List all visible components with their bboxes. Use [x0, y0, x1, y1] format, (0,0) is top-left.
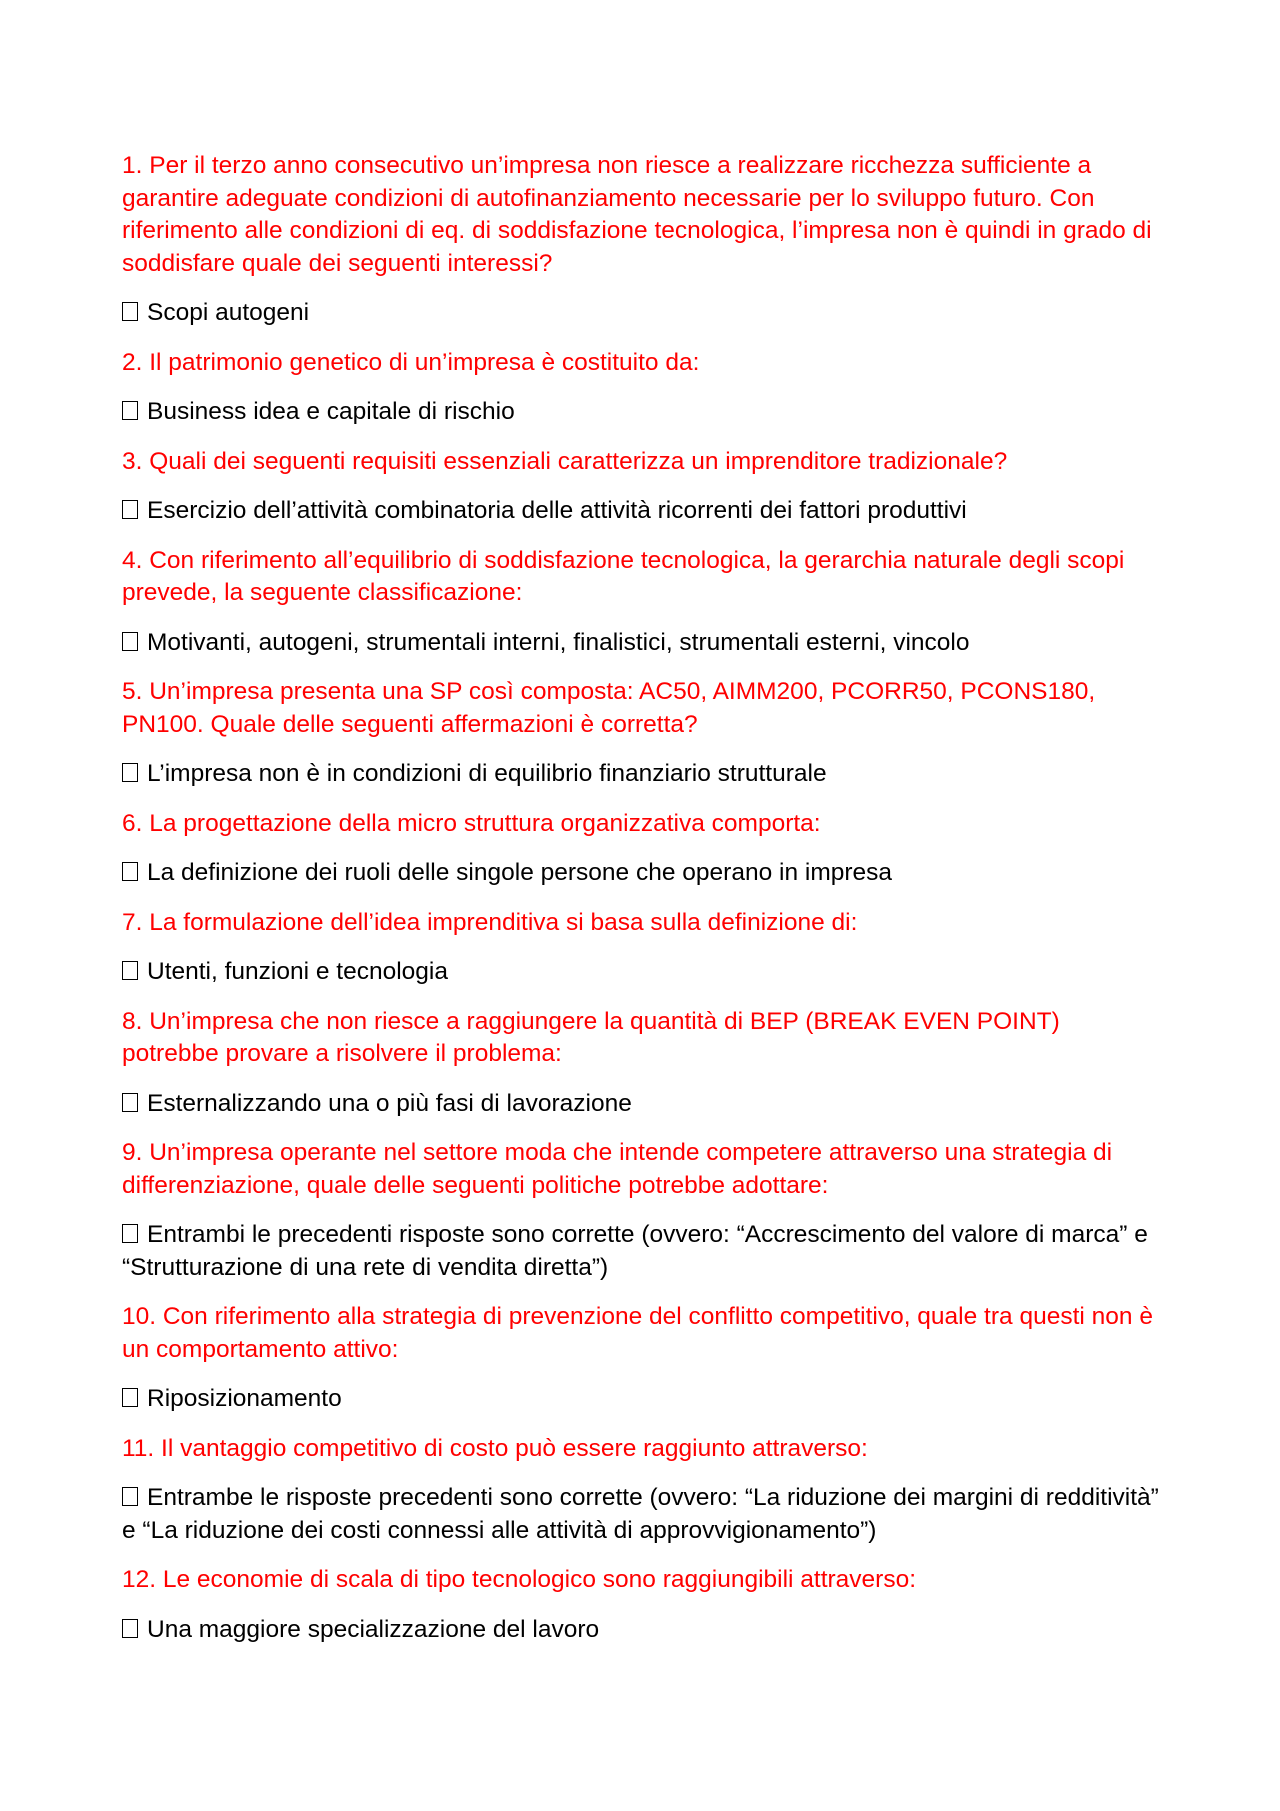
question-text: 3. Quali dei seguenti requisiti essenziali caratterizza un imprenditore tradizionale?	[122, 447, 1008, 475]
answer-text: Riposizionamento	[147, 1385, 342, 1412]
qa-item-10	[122, 1301, 1162, 1416]
checkbox-icon	[122, 1093, 138, 1112]
question-text: 7. La formulazione dell’idea imprenditiva si basa sulla definizione di:	[122, 908, 858, 936]
answer-text: L’impresa non è in condizioni di equilibrio finanziario strutturale	[147, 760, 827, 787]
answer-text: Esternalizzando una o più fasi di lavorazione	[147, 1089, 632, 1117]
question-text: 5. Un’impresa presenta una SP così composta: AC50, AIMM200, PCORR50, PCONS180, PN100. Quale delle seguenti affermazioni è corretta?	[122, 678, 1096, 738]
document-page	[122, 150, 1162, 1663]
checkbox-icon	[122, 1619, 138, 1638]
checkbox-icon	[122, 632, 138, 651]
answer-text: Entrambe le risposte precedenti sono corrette (ovvero: “La riduzione dei margini di redditività” e “La riduzione dei costi connessi alle attività di approvvigionamento”)	[122, 1484, 1159, 1544]
checkbox-icon	[122, 1388, 138, 1407]
qa-item-8	[122, 1006, 1162, 1121]
answer-row	[122, 956, 1162, 989]
qa-item-9	[122, 1137, 1162, 1284]
question-text: 10. Con riferimento alla strategia di prevenzione del conflitto competitivo, quale tra questi non è un comportamento attivo:	[122, 1303, 1153, 1363]
checkbox-icon	[122, 862, 138, 881]
question-text: 6. La progettazione della micro struttura organizzativa comporta:	[122, 809, 821, 837]
answer-row	[122, 857, 1162, 890]
question-text: 8. Un’impresa che non riesce a raggiungere la quantità di BEP (BREAK EVEN POINT) potrebbe provare a risolvere il problema:	[122, 1007, 1060, 1067]
answer-text: Esercizio dell’attività combinatoria delle attività ricorrenti dei fattori produttivi	[147, 497, 967, 524]
qa-item-5	[122, 676, 1162, 791]
answer-text: Motivanti, autogeni, strumentali interni, finalistici, strumentali esterni, vincolo	[147, 628, 970, 656]
qa-item-3	[122, 446, 1162, 528]
question-text: 1. Per il terzo anno consecutivo un’impresa non riesce a realizzare ricchezza sufficiente a garantire adeguate condizioni di autofinanziamento necessarie per lo sviluppo futuro. Con riferimento alle condizioni di eq. di soddisfazione tecnologica, l’impresa non è quindi in grado di soddisfare quale dei seguenti interessi?	[122, 152, 1152, 277]
answer-row	[122, 396, 1162, 429]
answer-text: Scopi autogeni	[147, 299, 310, 326]
answer-text: Una maggiore specializzazione del lavoro	[147, 1615, 600, 1643]
answer-text: Entrambi le precedenti risposte sono corrette (ovvero: “Accrescimento del valore di marca” e “Strutturazione di una rete di vendita diretta”)	[122, 1221, 1148, 1281]
qa-item-2	[122, 347, 1162, 429]
checkbox-icon	[122, 961, 138, 980]
answer-row	[122, 1614, 1162, 1647]
answer-row	[122, 627, 1162, 660]
answer-row	[122, 1219, 1162, 1284]
qa-item-12	[122, 1564, 1162, 1646]
checkbox-icon	[122, 763, 138, 782]
answer-text: La definizione dei ruoli delle singole persone che operano in impresa	[147, 859, 893, 886]
qa-item-6	[122, 808, 1162, 890]
answer-row	[122, 758, 1162, 791]
answer-row	[122, 1088, 1162, 1121]
checkbox-icon	[122, 500, 138, 519]
qa-item-7	[122, 907, 1162, 989]
question-text: 4. Con riferimento all’equilibrio di soddisfazione tecnologica, la gerarchia naturale degli scopi prevede, la seguente classificazione:	[122, 546, 1125, 606]
checkbox-icon	[122, 302, 138, 321]
checkbox-icon	[122, 401, 138, 420]
answer-text: Business idea e capitale di rischio	[147, 398, 515, 425]
answer-text: Utenti, funzioni e tecnologia	[147, 958, 448, 985]
question-text: 12. Le economie di scala di tipo tecnologico sono raggiungibili attraverso:	[122, 1566, 917, 1593]
answer-row	[122, 495, 1162, 528]
qa-item-4	[122, 545, 1162, 660]
answer-row	[122, 1383, 1162, 1416]
qa-item-1	[122, 150, 1162, 330]
answer-row	[122, 297, 1162, 330]
qa-item-11	[122, 1433, 1162, 1548]
checkbox-icon	[122, 1224, 138, 1243]
question-text: 11. Il vantaggio competitivo di costo può essere raggiunto attraverso:	[122, 1434, 868, 1462]
question-text: 9. Un’impresa operante nel settore moda che intende competere attraverso una strategia di differenziazione, quale delle seguenti politiche potrebbe adottare:	[122, 1139, 1113, 1199]
answer-row	[122, 1482, 1162, 1547]
question-text: 2. Il patrimonio genetico di un’impresa è costituito da:	[122, 348, 700, 376]
checkbox-icon	[122, 1487, 138, 1506]
